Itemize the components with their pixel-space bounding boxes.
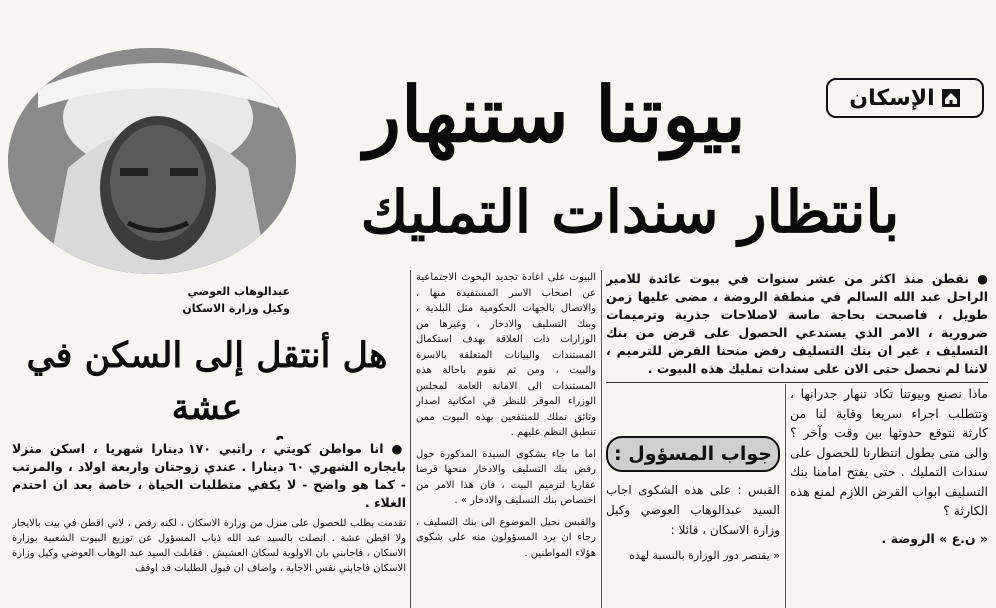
- house-icon: [941, 88, 961, 108]
- column-divider: [785, 384, 786, 608]
- middle-paragraph-1: البيوت على اعادة تجديد البحوث الاجتماعية عن اصحاب الاسر المستفيدة منها ، والاتصال بالجهات الحكومية مثل البلدية ، وبنك التسليف والادخار ، وغيرها من الوزارات ذات العلاقة بهدف استكمال المستندات والبيانات المتعلقة بالاسرة والبيت ، ومن ثم نقوم باحالة هذه المستندات الى الامانة العامة لمجلس الوزراء الموقر للنظر في امكانية اصدار وثائق تملك للمنتفعين بهذه البيوت ممن تنطبق النظم عليهم .: [416, 272, 596, 438]
- caption-name: عبدالوهاب العوضي: [187, 285, 290, 298]
- main-headline-line1: بيوتنا ستنهار: [364, 70, 746, 159]
- article2-body: تقدمت بطلب للحصول على منزل من وزارة الاسكان ، لكنه رفض ، لاني اقطن في بيت بالايجار ولا اقطن عشة . اتصلت بالسيد عبد الله ذياب المسؤول عن توزيع البيوت الشعبية بوزارة الاسكان ، فاجابني بان الاولوية لسكان العشيش . فقابلت السيد عبد الوهاب العوضي وكيل وزارة الاسكان فاجابني نفس الاجابة ، واضاف ان قبول الطلبات قد اوقف: [12, 518, 406, 574]
- divider-line: [606, 382, 988, 383]
- middle-column: [416, 270, 596, 608]
- answer-body: القبس : على هذه الشكوى اجاب السيد عبدالوهاب العوضي وكيل وزارة الاسكان ، قائلا :: [606, 483, 780, 537]
- section-badge: [826, 78, 984, 118]
- middle-paragraph-3: والقبس نحيل الموضوع الى بنك التسليف ، رجاء ان يرد المسؤولون منه على شكوى هؤلاء المواطنين .: [416, 516, 596, 559]
- answer-quote: « يقتصر دور الوزارة بالنسبة لهذه: [629, 549, 780, 562]
- section-badge-label: الإسكان: [849, 85, 935, 111]
- column-divider: [410, 270, 411, 608]
- answer-header-box: [606, 436, 780, 472]
- article1-intro: ● نقطن منذ اكثر من عشر سنوات في بيوت عائدة للامير الراحل عبد الله السالم في منطقة الروضة ، مضى عليها زمن طويل ، فاصبحت بحاجة ماسة لاصلاحات جذرية وترميمات ضرورية ، الامر الذي يستدعي الحصول على قرض من بنك التسليف ، غير ان بنك التسليف رفض منحنا القرض للترميم ، لاننا لم نحصل حتى الان على سندات تمليك هذه البيوت .: [606, 271, 988, 376]
- article1-body: ماذا نصنع وبيوتنا تكاد تنهار جدرانها ، وتتطلب اجراء سريعا وقاية لنا من كارثة نتوقع حدوثها بين وقت وآخر ؟ والى متى بطول انتظارنا للحصول على سندات التمليك . حتى يفتح امامنا بنك التسليف ابواب القرض اللازم لمنع هذه الكارثة ؟: [790, 386, 988, 518]
- caption-title: وكيل وزارة الاسكان: [182, 302, 290, 315]
- article1-signature: « ن.ع » الروضة .: [881, 530, 988, 546]
- answer-column: [606, 480, 780, 608]
- official-portrait: [8, 48, 296, 274]
- article2-intro: ● انا مواطن كويتي ، راتبي ١٧٠ دينارا شهريا ، اسكن منزلا بايجاره الشهري ٦٠ دينارا . عندي زوجتان واربعة اولاد ، والمرتب - كما هو واضح - لا يكفي متطلبات الحياة ، خاصة بعد ان احتدم الغلاء .: [12, 441, 406, 510]
- main-headline-line2: بانتظار سندات التمليك: [360, 178, 900, 246]
- second-headline: [6, 330, 408, 440]
- column-divider: [601, 270, 602, 608]
- article1-body-column: [790, 384, 988, 608]
- answer-header: جواب المسؤول :: [614, 443, 772, 465]
- middle-paragraph-2: اما ما جاء بشكوى السيدة المذكورة حول رفض بنك التسليف والادخار منحها قرضا عقاريا لترميم البيت ، فان هذا الامر من اختصاص بنك التسليف والادخار » .: [416, 448, 596, 506]
- photo-caption: [150, 283, 290, 317]
- second-headline-line1: هل أنتقل إلى السكن في عشة: [26, 335, 388, 428]
